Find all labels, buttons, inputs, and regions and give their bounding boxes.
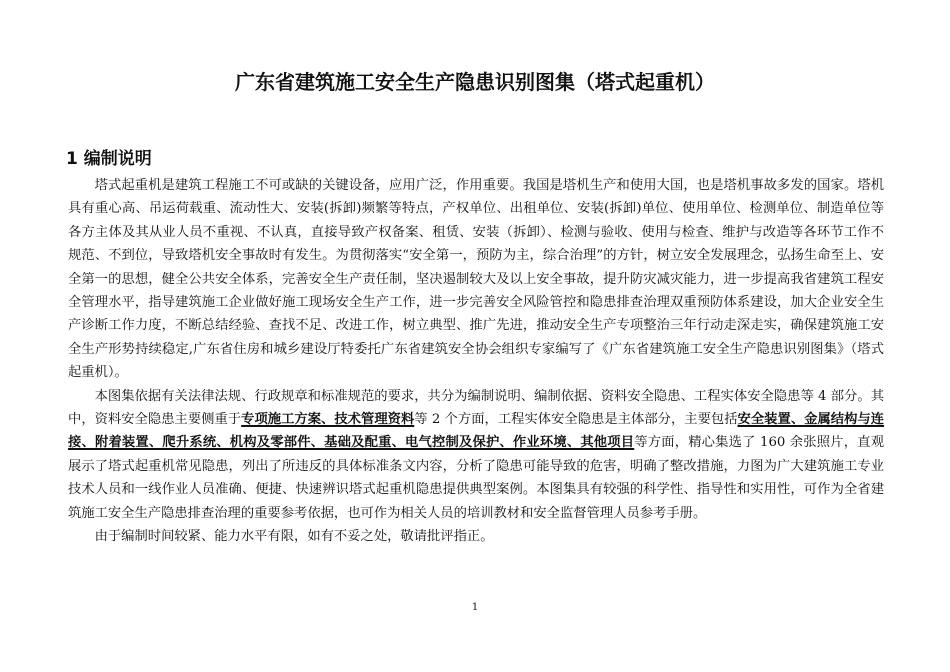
- paragraph-intro: 塔式起重机是建筑工程施工不可或缺的关键设备，应用广泛，作用重要。我国是塔机生产和使用大国，也是塔机事故多发的国家。塔机具有重心高、吊运荷载重、流动性大、安装(拆卸)频繁等特点，产权单位、出租单位、安装(拆卸)单位、使用单位、检测单位、制造单位等各方主体及其从业人员不重视、不认真，直接导致产权备案、租赁、安装（拆卸）、检测与验收、使用与检查、维护与改造等各环节工作不规范、不到位，导致塔机安全事故时有发生。为贯彻落实“安全第一，预防为主，综合治理”的方针，树立安全发展理念，弘扬生命至上、安全第一的思想，健全公共安全体系，完善安全生产责任制，坚决遏制较大及以上安全事故，提升防灾减灾能力，进一步提高我省建筑工程安全管理水平，指导建筑施工企业做好施工现场安全生产工作，进一步完善安全风险管控和隐患排查治理双重预防体系建设，加大企业安全生产诊断工作力度，不断总结经验、查找不足、改进工作，树立典型、推广先进，推动安全生产专项整治三年行动走深走实，确保建筑施工安全生产形势持续稳定,广东省住房和城乡建设厅特委托广东省建筑安全协会组织专家编写了《广东省建筑施工安全生产隐患识别图集》（塔式起重机）。: [68, 178, 884, 381]
- paragraph-closing: 由于编制时间较紧、能力水平有限，如有不妥之处，敬请批评指正。: [94, 529, 494, 545]
- document-title: 广东省建筑施工安全生产隐患识别图集（塔式起重机）: [235, 70, 715, 94]
- page-number: 1: [471, 602, 479, 613]
- text-segment: 等 2 个方面，工程实体安全隐患是主体部分，主要包括: [414, 412, 738, 428]
- text-segment: 本图集依据有关法律法规、行政规章和标准规范的要求，共分为编制说明、编制依据、资料安全隐患、工程实体安全隐患等 4 部分。其中，资料安全隐患主要侧重于: [68, 388, 884, 428]
- paragraph-structure: [68, 385, 884, 525]
- highlighted-document-topics: 专项施工方案、技术管理资料: [241, 412, 415, 428]
- document-body: [68, 174, 884, 549]
- text-segment: 等方面，精心集选了 160 余张照片，直观展示了塔式起重机常见隐患，列出了所违反的具体标准条文内容，分析了隐患可能导致的危害，明确了整改措施，力图为广大建筑施工专业技术人员和一线作业人员准确、便捷、快速辨识塔式起重机隐患提供典型案例。本图集具有较强的科学性、指导性和实用性，可作为全省建筑施工安全生产隐患排查治理的重要参考依据，也可作为相关人员的培训教材和安全监督管理人员参考手册。: [68, 435, 884, 521]
- section-heading: 1 编制说明: [66, 149, 152, 169]
- highlighted-entity-topics: 安全装置、金属结构与连接、附着装置、爬升系统、机构及零部件、基础及配重、电气控制及保护、作业环境、其他项目: [68, 412, 885, 451]
